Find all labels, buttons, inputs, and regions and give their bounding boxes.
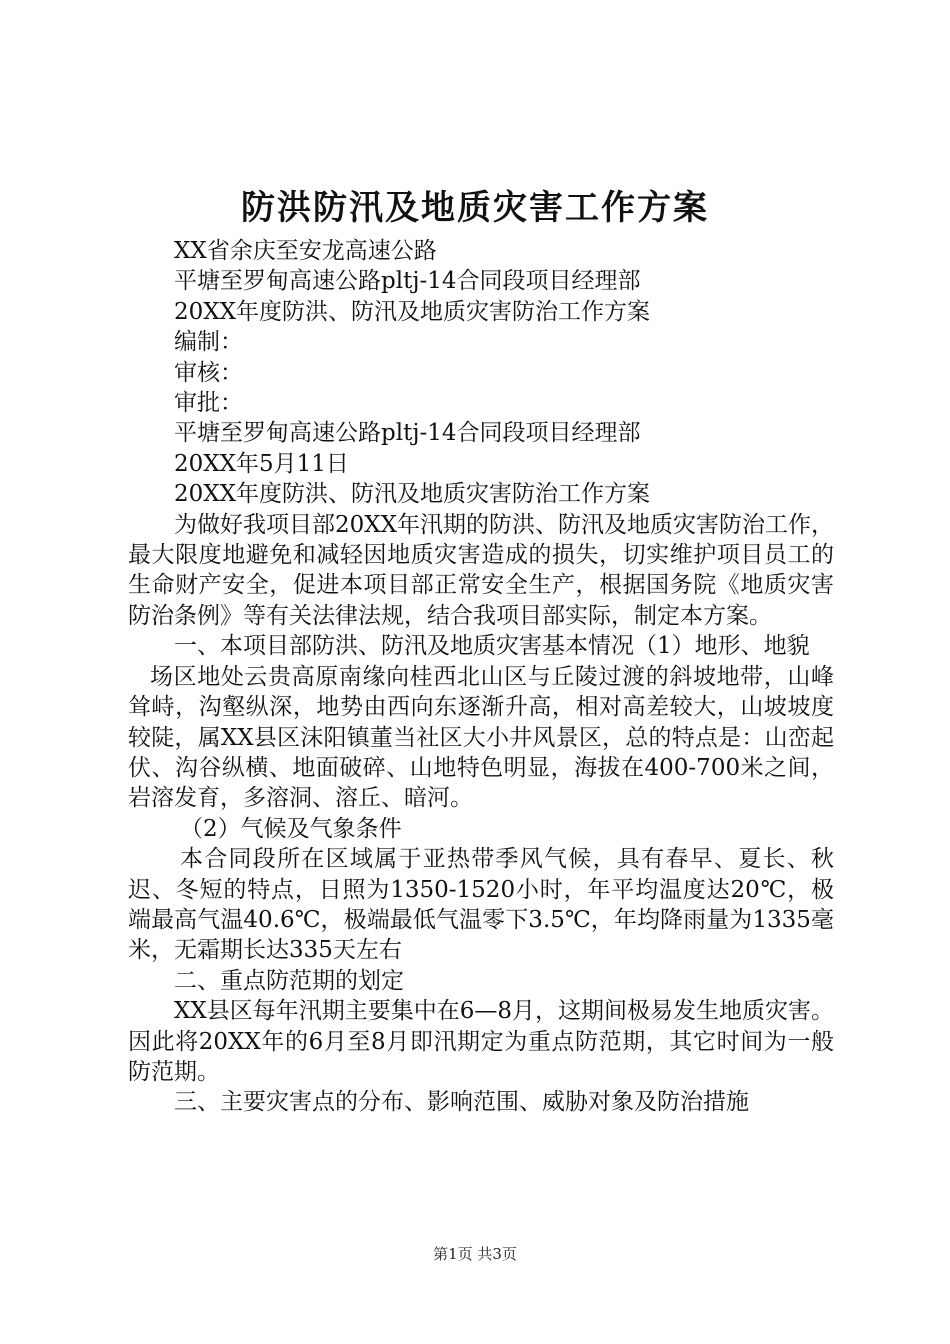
document-title: 防洪防汛及地质灾害工作方案	[241, 188, 709, 228]
header-line-plan-name: 20XX年度防洪、防汛及地质灾害防治工作方案	[174, 298, 651, 325]
paragraph-section-3-heading: 三、主要灾害点的分布、影响范围、威胁对象及防治措施	[174, 1089, 749, 1116]
paragraph-section-2-heading: 二、重点防范期的划定	[174, 967, 404, 994]
paragraph-terrain: 场区地处云贵高原南缘向桂西北山区与丘陵过渡的斜坡地带，山峰耸峙，沟壑纵深，地势由西向东逐渐升高，相对高差较大，山坡坡度较陡，属XX县区沫阳镇董当社区大小井风景区，总的特点是：山峦起伏、沟谷纵横、地面破碎、山地特色明显，海拔在400-700米之间，岩溶发育，多溶洞、溶丘、暗河。	[128, 663, 834, 812]
header-line-reviewed-by: 审核：	[174, 359, 243, 386]
header-line-compiled-by: 编制：	[174, 329, 243, 356]
header-line-province-road: XX省余庆至安龙高速公路	[174, 238, 437, 264]
header-line-approved-by: 审批：	[174, 390, 243, 417]
header-line-project-dept: 平塘至罗甸高速公路pltj-14合同段项目经理部	[174, 268, 641, 295]
page-footer: 第1页 共3页	[433, 1245, 517, 1263]
header-line-issuer: 平塘至罗甸高速公路pltj-14合同段项目经理部	[174, 420, 641, 447]
paragraph-intro: 为做好我项目部20XX年汛期的防洪、防汛及地质灾害防治工作，最大限度地避免和减轻因地质灾害造成的损失，切实维护项目员工的生命财产安全，促进本项目部正常安全生产，根据国务院《地质灾害防治条例》等有关法律法规，结合我项目部实际，制定本方案。	[128, 511, 835, 629]
paragraph-climate: 本合同段所在区域属于亚热带季风气候，具有春早、夏长、秋迟、冬短的特点，日照为1350-1520小时，年平均温度达20℃，极端最高气温40.6℃，极端最低气温零下3.5℃，年均降雨量为1335毫米，无霜期长达335天左右	[128, 846, 834, 964]
paragraph-section-1-heading: 一、本项目部防洪、防汛及地质灾害基本情况（1）地形、地貌	[174, 633, 810, 660]
document-body	[128, 236, 834, 1118]
paragraph-flood-period: XX县区每年汛期主要集中在6—8月，这期间极易发生地质灾害。因此将20XX年的6月至8月即汛期定为重点防范期，其它时间为一般防范期。	[128, 998, 835, 1085]
paragraph-climate-heading: （2）气候及气象条件	[180, 815, 402, 842]
header-line-plan-name-repeat: 20XX年度防洪、防汛及地质灾害防治工作方案	[174, 481, 651, 508]
header-line-date: 20XX年5月11日	[174, 450, 349, 477]
